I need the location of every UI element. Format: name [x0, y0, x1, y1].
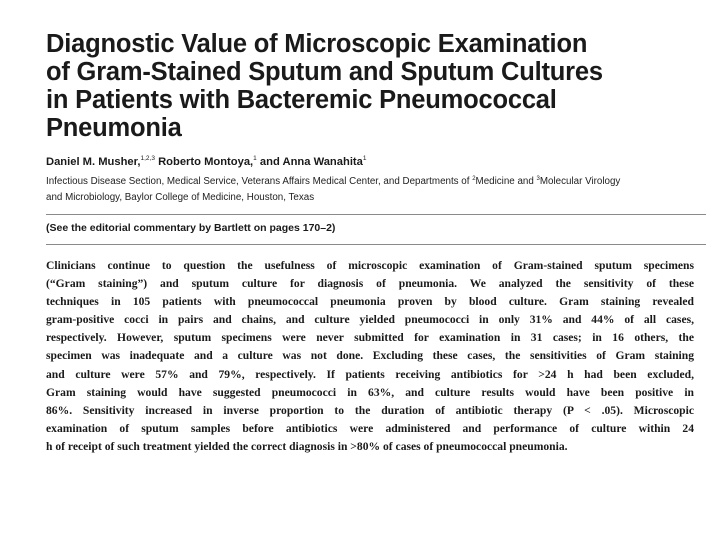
title-line: of Gram-Stained Sputum and Sputum Cultures [46, 58, 603, 86]
title-line: Pneumonia [46, 114, 182, 142]
affiliation-marker: 3 [536, 176, 540, 182]
affiliation-marker: 2 [472, 176, 476, 182]
abstract-line: and culture were 57% and 79%, respectively. If patients receiving antibiotics for >24 h had been excluded, [46, 367, 694, 381]
abstract-line: (“Gram staining”) and sputum culture for diagnosis of pneumonia. We analyzed the sensitivity of these [46, 277, 694, 291]
affiliation-text: Medicine and [475, 176, 537, 187]
article-page [46, 30, 706, 456]
author-affiliation-marker: 1 [362, 155, 367, 162]
section-divider [46, 214, 706, 215]
affiliation-line: and Microbiology, Baylor College of Medicine, Houston, Texas [46, 192, 315, 203]
author-name: and Anna Wanahita [256, 156, 363, 168]
author-affiliation-marker: 1,2,3 [140, 155, 155, 162]
abstract [46, 257, 694, 456]
abstract-line: specimen was inadequate and a culture was not done. Excluding these cases, the sensitivities of Gram staining [46, 349, 694, 363]
title-line: Diagnostic Value of Microscopic Examination [46, 30, 588, 58]
abstract-line: examination of sputum samples before antibiotics were administered and performance of culture within 24 [46, 421, 694, 435]
abstract-line: Gram staining would have suggested pneumococci in 63%, and culture results would have been positive in [46, 385, 694, 399]
abstract-line: Clinicians continue to question the usefulness of microscopic examination of Gram-stained sputum specimens [46, 259, 694, 272]
author-name: Roberto Montoya, [154, 156, 254, 168]
section-divider [46, 244, 706, 245]
affiliation-text: Molecular Virology [539, 176, 621, 187]
affiliation-text: Infectious Disease Section, Medical Service, Veterans Affairs Medical Center, and Departments of [46, 176, 473, 187]
affiliation-line [46, 174, 706, 190]
author-list [46, 155, 706, 169]
abstract-line: respectively. However, sputum specimens were never submitted for examination in 31 cases; in 16 others, the [46, 331, 694, 345]
author-name: Daniel M. Musher, [46, 156, 141, 168]
author-affiliation-marker: 1 [253, 155, 257, 162]
editorial-note: (See the editorial commentary by Bartlett on pages 170–2) [46, 222, 336, 234]
title-line: in Patients with Bacteremic Pneumococcal [46, 86, 557, 114]
abstract-line: 86%. Sensitivity increased in inverse proportion to the duration of antibiotic therapy (P < .05). Microscopic [46, 403, 694, 417]
abstract-line: gram-positive cocci in pairs and chains, and culture yielded pneumococci in only 31% and 44% of all cases, [46, 313, 694, 327]
article-title [46, 30, 706, 142]
affiliation-block [46, 174, 706, 206]
abstract-line: h of receipt of such treatment yielded the correct diagnosis in >80% of cases of pneumococcal pneumonia. [46, 439, 568, 453]
abstract-line: techniques in 105 patients with pneumococcal pneumonia proven by blood culture. Gram staining revealed [46, 295, 694, 309]
